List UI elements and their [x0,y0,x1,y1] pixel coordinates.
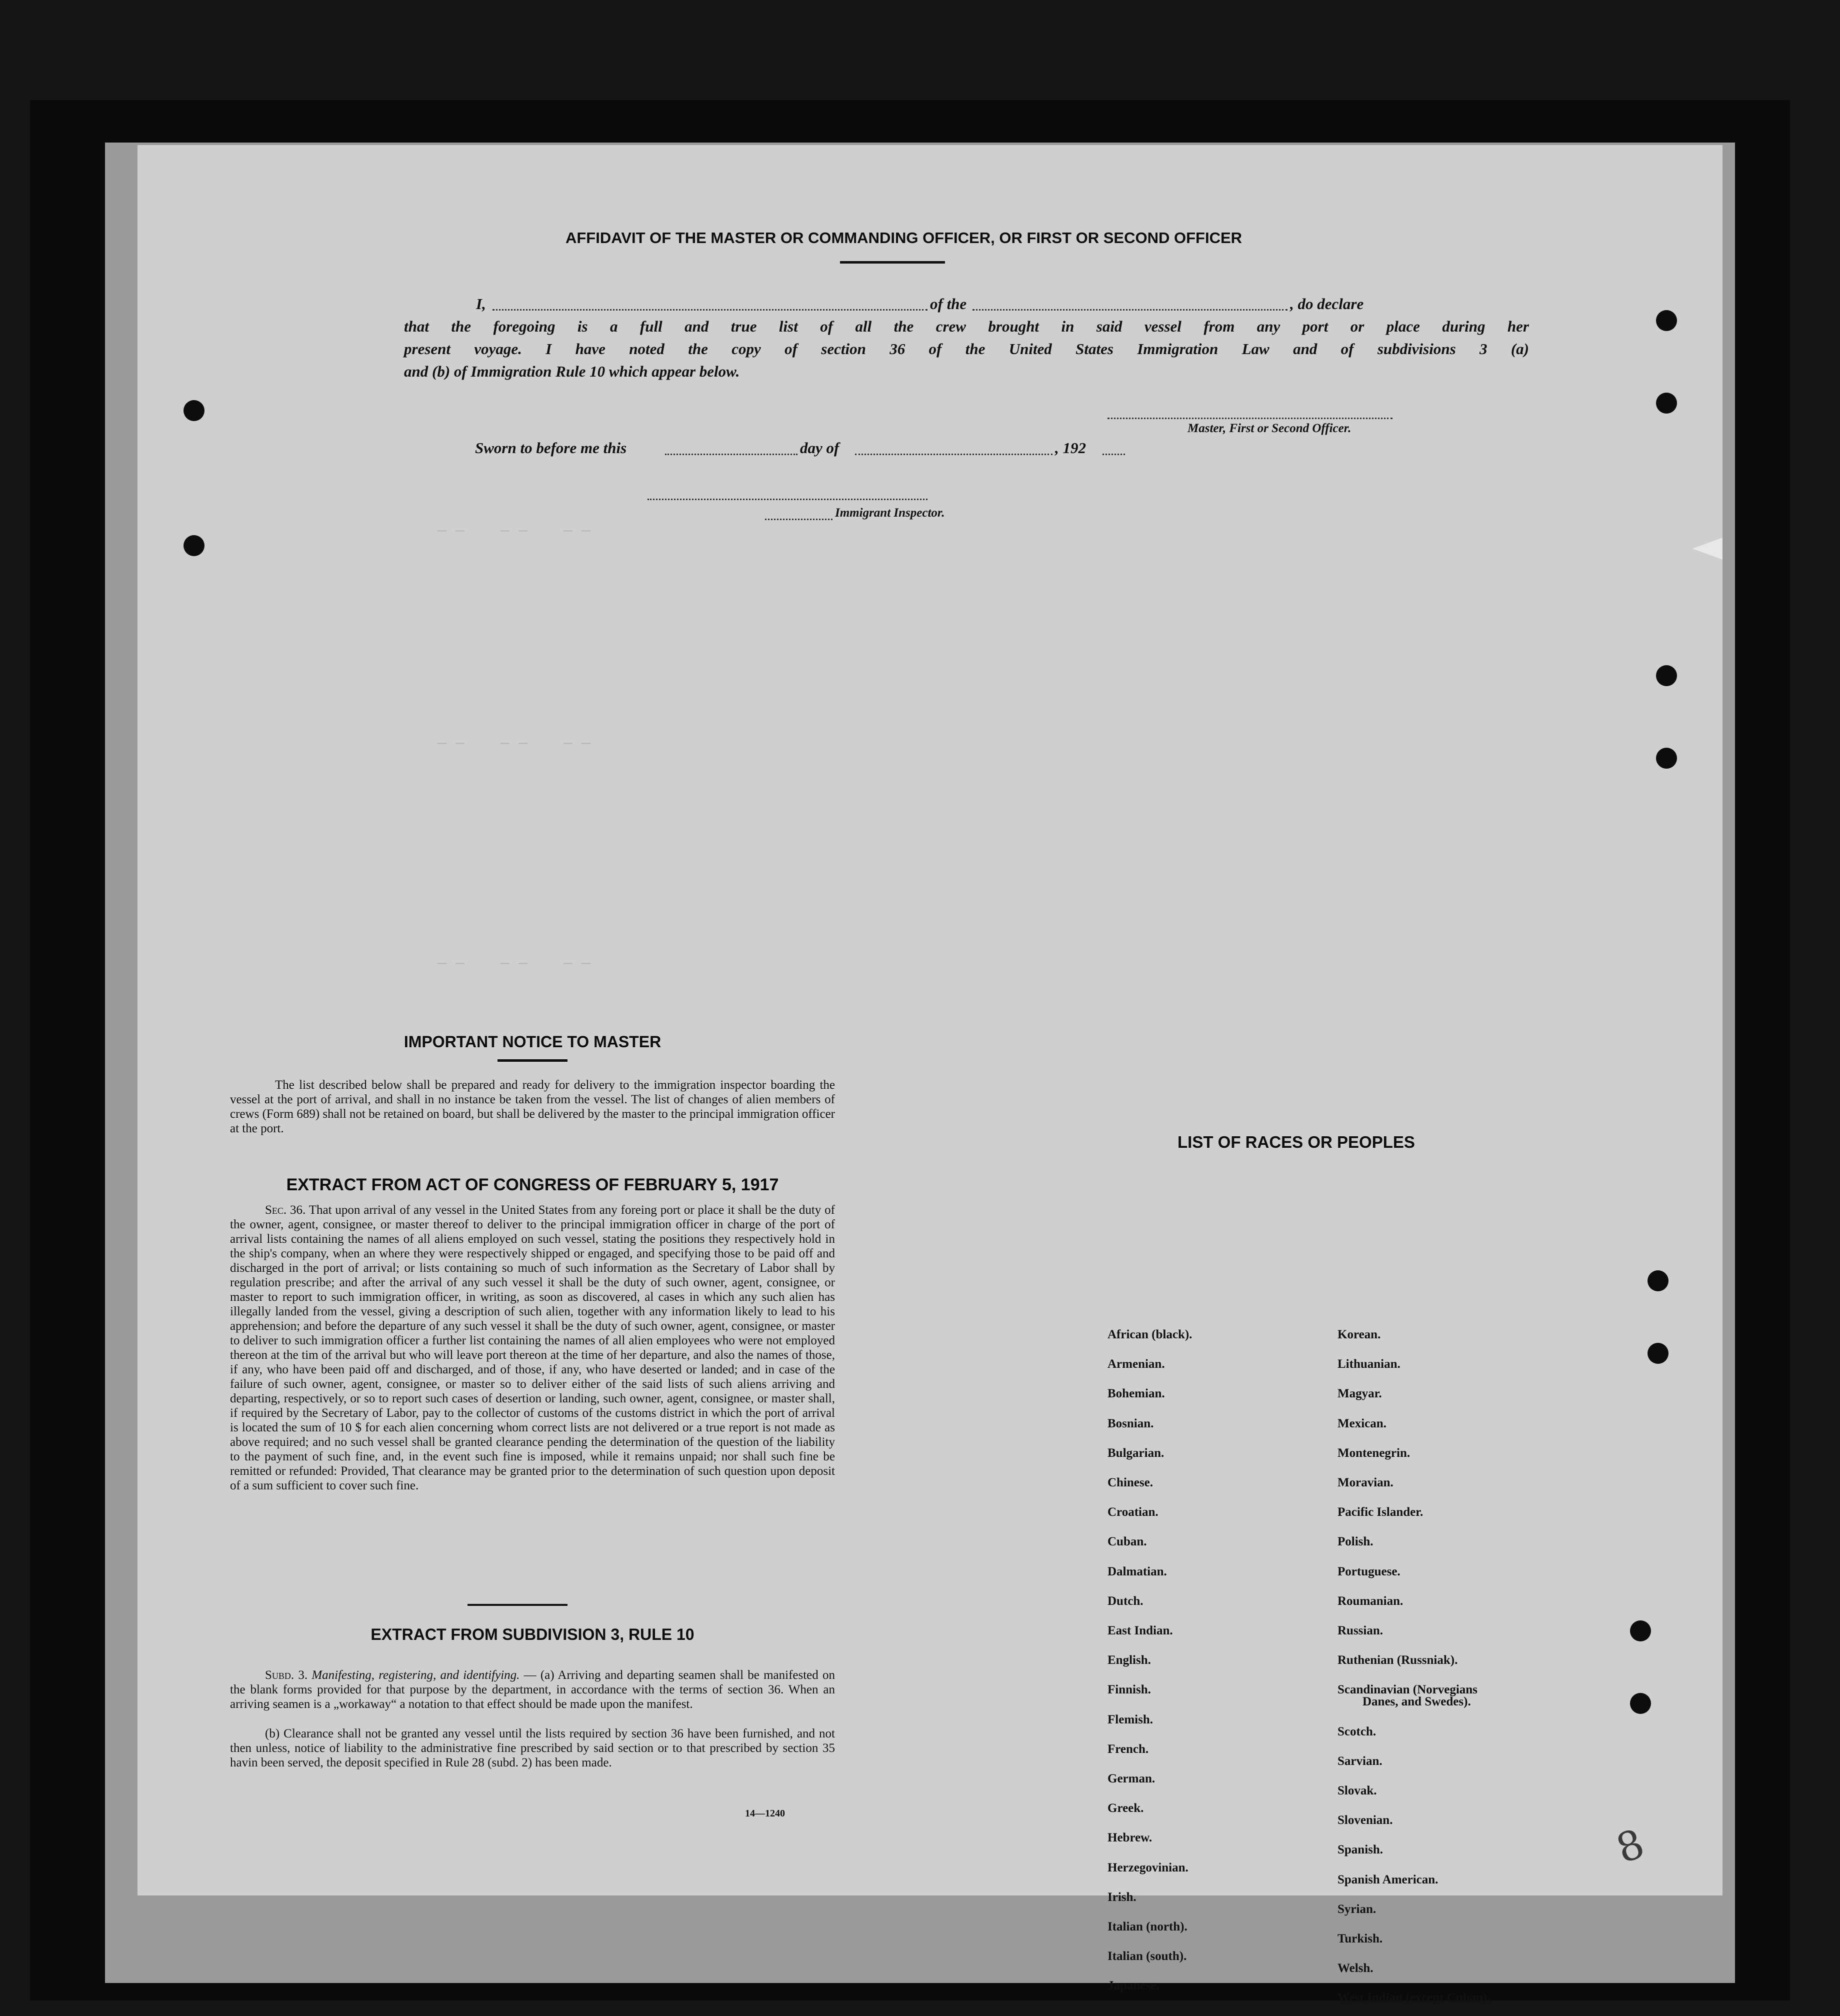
race-item: Korean. [1338,1328,1381,1341]
race-item: Italian (north). [1108,1920,1188,1933]
declaration-line-4: and (b) of Immigration Rule 10 which appear below. [404,363,740,380]
race-item: Russian. [1338,1624,1384,1637]
master-signature-label: Master, First or Second Officer. [1188,422,1352,435]
race-item: Pacific Islander. [1338,1505,1424,1519]
act-rule [468,1604,568,1606]
punch-hole [184,400,204,421]
race-item: Dalmatian. [1108,1564,1167,1578]
race-item: Scandinavian (Norvegians [1338,1683,1478,1697]
race-item: Spanish. [1338,1843,1384,1857]
declaration-line-3: present voyage. I have noted the copy of section 36 of the United States Immigration Law and of subdivisions 3 (a) [404,340,1529,358]
year-label: , 192 [1055,439,1086,457]
subd-title: Manifesting, registering, and identifying. [312,1668,520,1682]
punch-hole [1656,665,1677,686]
race-item: Irish. [1108,1890,1136,1904]
race-item: Flemish. [1108,1712,1153,1726]
vessel-name-field[interactable] [972,309,1288,311]
race-item: Sarvian. [1338,1754,1382,1768]
affidavit-page [138,145,1722,2005]
notice-rule [498,1059,568,1062]
race-item: Finnish. [1108,1683,1151,1697]
race-item: Japanese. [1108,1979,1160,1993]
vessel-of-the-label: of the [930,295,967,313]
race-item: Slovak. [1338,1784,1377,1797]
form-number: 14—1240 [745,1808,785,1819]
race-item: Armenian. [1108,1357,1165,1371]
inspector-label: Immigrant Inspector. [835,506,945,520]
notice-body: The list described below shall be prepared and ready for delivery to the immigration inspector boarding the vessel at the port of arrival, and shall in no instance be taken from the vessel. The list of changes of alien members of crews (Form 689) shall not be retained on board, but shall be delivered by the master to the principal immigration officer at the port. [230,1078,835,1135]
sworn-year-field[interactable] [1102,454,1125,455]
sworn-day-field[interactable] [665,454,798,455]
bleed-through: — — — — — — [438,523,591,540]
punch-hole [1656,393,1677,414]
notice-title: IMPORTANT NOTICE TO MASTER [404,1033,662,1051]
race-item: Moravian. [1338,1476,1394,1489]
race-item: Slovenian. [1338,1813,1393,1827]
punch-hole [1630,1620,1651,1641]
act-section-label: Sec. 36. [265,1203,306,1217]
corner-tab [1692,538,1722,560]
race-item: Cuban. [1108,1535,1147,1549]
day-of-label: day of [800,439,840,457]
inspector-signature-field[interactable] [648,499,928,500]
bleed-through: — — — — — — [438,955,591,972]
act-section-text: That upon arrival of any vessel in the United States from any foreing port or place it shall be the duty of the owner, agent, consignee, or master thereof to deliver to the principal immigration officer in charge of the port of arrival lists containing the names of all aliens employed on such vessel, stating the positions they respectively hold in the ship's company, when an where they were respectively shipped or engaged, and specifying those to be paid off and discharged in the port of arrival; or lists containing so much of such information as the Secretary of Labor shall by regulation prescribe; and after the arrival of any such vessel it shall be the duty of such owner, agent, consignee, or master to report to such immigration officer, in writing, as soon as discovered, al cases in which any such alien has illegally landed from the vessel, giving a description of such alien, together with any information likely to lead to his apprehension; and before the departure of any such vessel it shall be the duty of such owner, agent, consignee, or master to deliver to such immigration officer a further list containing the names of all alien employees who were not employed thereon at the tim of the arrival but who will leave port thereon at the time of her departure, and also the names of those, if any, who have been paid off and discharged, and of those, if any, who have deserted or landed; and in case of the failure of such owner, agent, consignee, or master so to deliver either of the said lists of such aliens arriving and departing, respectively, or so to report such cases of desertion or landing, such owner, agent, consignee, or master shall, if required by the Secretary of Labor, pay to the collector of customs of the customs district in which the port of arrival is located the sum of 10 $ for each alien concerning whom correct lists are not delivered or a true report is not made as above required; and no such vessel shall be granted clearance pending the determination of the question of the liability to the payment of such fine, and, in the event such fine is imposed, while it remains unpaid; nor shall such fine be remitted or refunded: Provided, That clearance may be granted prior to the determination of such question upon deposit of a sum sufficient to cover such fine. [230,1203,835,1492]
declarant-prefix: I, [476,295,486,313]
punch-hole [1656,748,1677,769]
rule-para-b: (b) Clearance shall not be granted any vessel until the lists required by section 36 have been furnished, and not then unless, notice of liability to the administrative fine prescribed by said section or to that prescribed by section 35 havin been served, the deposit specified in Rule 28 (subd. 2) has been made. [230,1727,835,1769]
race-item: Polish. [1338,1535,1374,1549]
race-item: Scotch. [1338,1724,1376,1738]
race-item: Welsh. [1338,1961,1374,1975]
race-item: English. [1108,1653,1151,1667]
punch-hole [184,535,204,556]
race-item: Bulgarian. [1108,1446,1164,1460]
inspector-signature-lead [765,519,832,520]
race-item: Croatian. [1108,1505,1158,1519]
handwritten-note: 8 [1610,1820,1650,1872]
rule-para-a [230,1668,835,1711]
race-item: German. [1108,1772,1156,1785]
declarant-name-field[interactable] [492,309,928,311]
title-rule [840,261,945,264]
subd-label: Subd. 3. [265,1668,308,1682]
race-item: Ruthenian (Russniak). [1338,1653,1458,1667]
race-item: Lithuanian. [1338,1357,1400,1371]
race-item: Mexican. [1338,1416,1386,1430]
act-extract-title: EXTRACT FROM ACT OF CONGRESS OF FEBRUARY 5, 1917 [286,1175,779,1194]
race-item: East Indian. [1108,1624,1173,1637]
race-item: Chinese. [1108,1476,1153,1489]
race-item: Portuguese. [1338,1564,1400,1578]
declaration-line-2: that the foregoing is a full and true list of all the crew brought in said vessel from any port or place during her [404,318,1529,335]
race-item: Danes, and Swedes). [1362,1695,1471,1709]
subd-para-a-text: — (a) Arriving and departing seamen shall be manifested on the blank forms provided for that purpose by the department, in accordance with the terms of section 36. When an arriving seamen is a „workaway“ a notation to that effect should be made upon the manifest. [230,1668,835,1711]
race-item: Magyar. [1338,1387,1382,1401]
race-item: Bohemian. [1108,1387,1165,1401]
race-item: Spanish American. [1338,1872,1438,1886]
affidavit-title: AFFIDAVIT OF THE MASTER OR COMMANDING OFFICER, OR FIRST OR SECOND OFFICER [565,229,1242,247]
master-signature-field[interactable] [1108,418,1392,419]
sworn-label: Sworn to before me this [475,439,627,457]
race-item: Hebrew. [1108,1831,1152,1845]
race-item: Greek. [1108,1801,1144,1815]
punch-hole [1648,1343,1668,1364]
races-title: LIST OF RACES OR PEOPLES [1178,1133,1415,1151]
race-item: Herzegovinian. [1108,1860,1188,1874]
sworn-month-field[interactable] [855,454,1052,455]
declare-label: , do declare [1290,295,1364,313]
race-item: African (black). [1108,1328,1192,1341]
race-item: Roumanian. [1338,1594,1404,1608]
race-item: French. [1108,1742,1149,1756]
act-extract-body [230,1203,835,1493]
race-item: Bosnian. [1108,1416,1154,1430]
race-item: Dutch. [1108,1594,1144,1608]
race-item: Syrian. [1338,1902,1376,1916]
race-item: Turkish. [1338,1932,1383,1945]
bleed-through: — — — — — — [438,735,591,752]
race-item: Montenegrin. [1338,1446,1410,1460]
race-item: Italian (south). [1108,1949,1187,1963]
rule-extract-title: EXTRACT FROM SUBDIVISION 3, RULE 10 [370,1625,694,1643]
punch-hole [1656,310,1677,331]
punch-hole [1630,1693,1651,1714]
punch-hole [1648,1270,1668,1291]
race-item: West Indian (except Cuban). [1338,1991,1490,2005]
